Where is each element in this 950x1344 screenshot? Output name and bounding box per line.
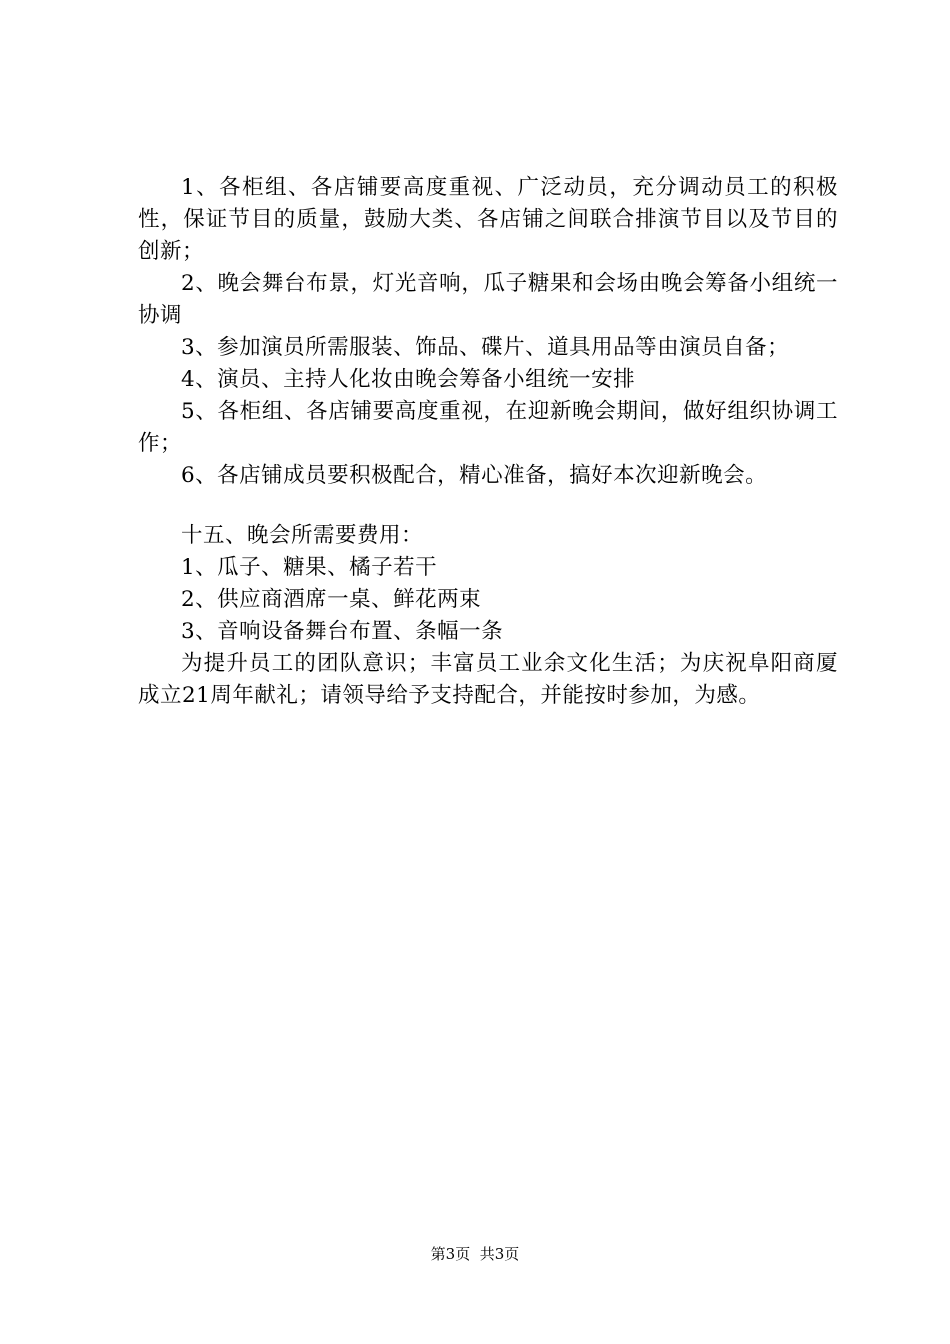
list-item: 1、瓜子、糖果、橘子若干: [181, 555, 438, 580]
footer-separator: [470, 1245, 480, 1263]
paragraph-spacer: [138, 492, 838, 520]
list-item: 3、参加演员所需服装、饰品、碟片、道具用品等由演员自备；: [181, 335, 790, 360]
list-item: 1、各柜组、各店铺要高度重视、广泛动员，充分调动员工的积极性，保证节目的质量，鼓励大类、各店铺之间联合排演节目以及节目的创新；: [138, 175, 838, 264]
page-total: 共3页: [479, 1245, 520, 1263]
page-number: 第3页: [430, 1245, 471, 1263]
document-body: [138, 172, 838, 712]
list-item: 3、音响设备舞台布置、条幅一条: [181, 619, 504, 644]
page-footer: [0, 1244, 950, 1264]
list-item: 2、供应商酒席一桌、鲜花两束: [181, 587, 482, 612]
closing-paragraph: 为提升员工的团队意识；丰富员工业余文化生活；为庆祝阜阳商厦成立21周年献礼；请领导给予支持配合，并能按时参加，为感。: [138, 651, 838, 708]
list-item: 4、演员、主持人化妆由晚会筹备小组统一安排: [181, 367, 636, 392]
list-item: 6、各店铺成员要积极配合，精心准备，搞好本次迎新晚会。: [181, 463, 768, 488]
list-item: 5、各柜组、各店铺要高度重视，在迎新晚会期间，做好组织协调工作；: [138, 399, 838, 456]
list-item: 2、晚会舞台布景，灯光音响，瓜子糖果和会场由晚会筹备小组统一协调: [138, 271, 838, 328]
section-heading: 十五、晚会所需要费用：: [181, 523, 424, 548]
